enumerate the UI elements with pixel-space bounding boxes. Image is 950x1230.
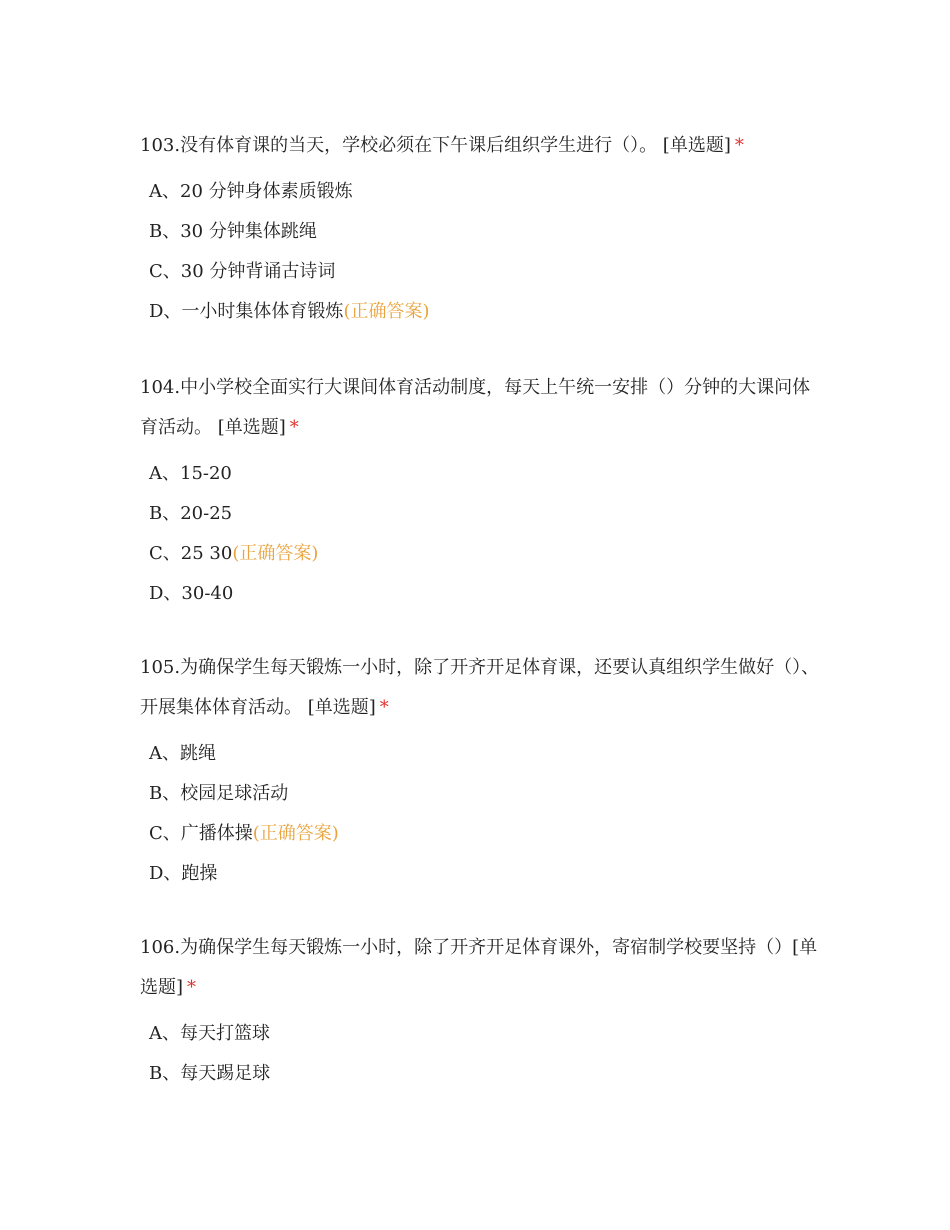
required-mark: * — [734, 135, 744, 156]
option-d[interactable]: D、跑操 — [149, 863, 218, 884]
option-c[interactable]: C、30 分钟背诵古诗词 — [149, 261, 336, 282]
option-a[interactable]: A、跳绳 — [149, 743, 216, 764]
option-c[interactable]: C、广播体操(正确答案) — [149, 823, 339, 844]
option-a[interactable]: A、20 分钟身体素质锻炼 — [149, 181, 353, 202]
option-b[interactable]: B、20-25 — [149, 503, 233, 524]
option-a[interactable]: A、每天打篮球 — [149, 1023, 270, 1044]
option-list — [140, 172, 820, 332]
option-b[interactable]: B、30 分钟集体跳绳 — [149, 221, 317, 242]
option-b[interactable]: B、每天踢足球 — [149, 1063, 271, 1084]
question-title: 104.中小学校全面实行大课间体育活动制度，每天上午统一安排（）分钟的大课问体育活动。 [单选题] * — [140, 377, 811, 438]
option-list — [140, 1014, 820, 1094]
question-104 — [140, 368, 820, 614]
question-title: 105.为确保学生每天锻炼一小时，除了开齐开足体育课，还要认真组织学生做好（）、开展集体体育活动。 [单选题] * — [140, 657, 820, 718]
question-title: 103.没有体育课的当天，学校必须在下午课后组织学生进行（）。 [单选题] * — [140, 135, 744, 156]
correct-answer-tag: (正确答案) — [343, 301, 430, 322]
option-list — [140, 734, 820, 894]
question-103 — [140, 126, 820, 332]
option-b[interactable]: B、校园足球活动 — [149, 783, 289, 804]
option-list — [140, 454, 820, 614]
correct-answer-tag: (正确答案) — [252, 823, 339, 844]
option-a[interactable]: A、15-20 — [149, 463, 232, 484]
required-mark: * — [379, 697, 389, 718]
required-mark: * — [289, 417, 299, 438]
question-title: 106.为确保学生每天锻炼一小时，除了开齐开足体育课外，寄宿制学校要坚持（）[单选题] * — [140, 937, 818, 998]
required-mark: * — [187, 977, 197, 998]
question-105 — [140, 648, 820, 894]
option-d[interactable]: D、30-40 — [149, 583, 234, 604]
option-d[interactable]: D、一小时集体体育锻炼(正确答案) — [149, 301, 430, 322]
option-c[interactable]: C、25 30(正确答案) — [149, 543, 319, 564]
correct-answer-tag: (正确答案) — [232, 543, 319, 564]
question-106 — [140, 928, 820, 1094]
